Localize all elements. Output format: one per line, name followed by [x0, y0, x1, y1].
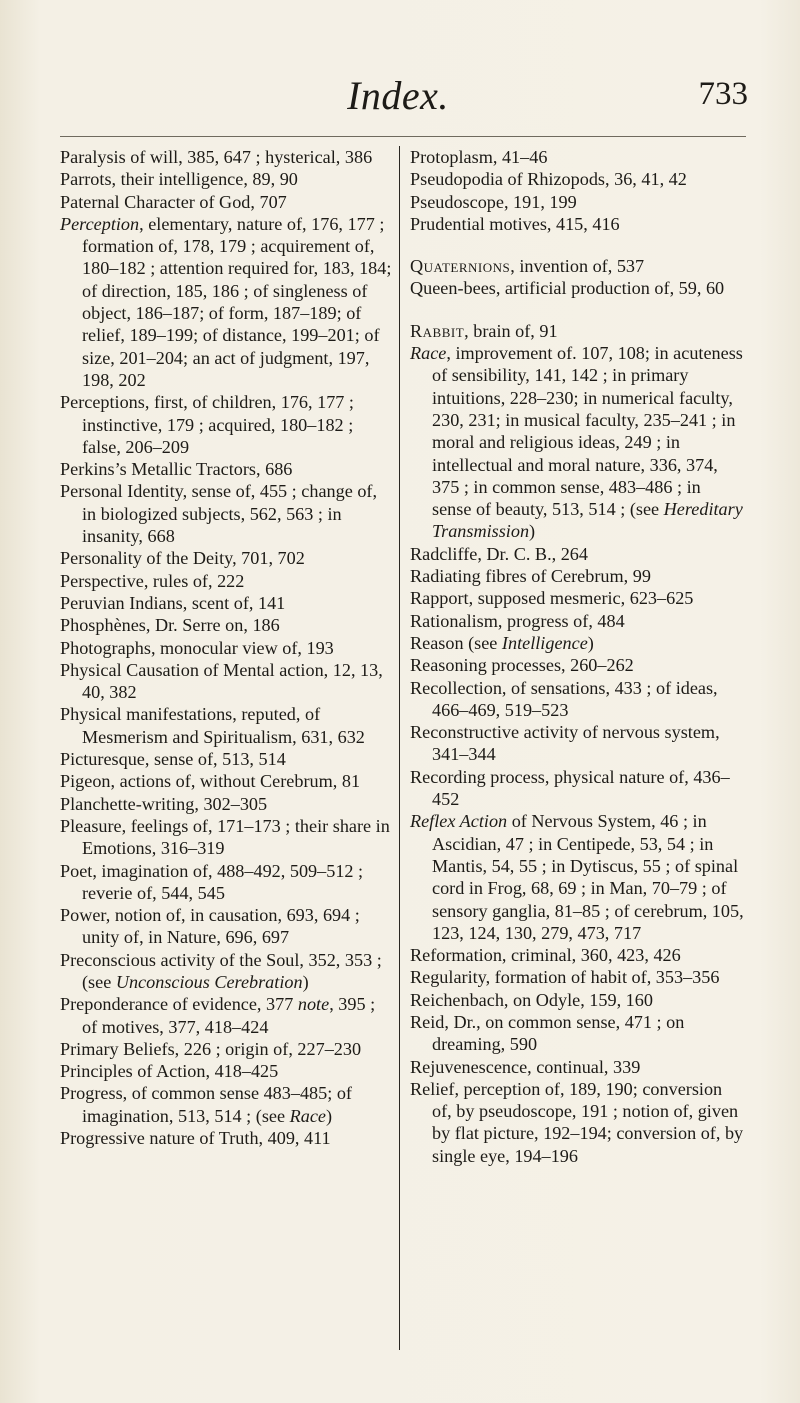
index-entry-text: Pseudopodia of Rhizopods, 36, 41, 42	[410, 169, 687, 190]
index-entry	[410, 944, 744, 966]
index-entry-text: Personal Identity, sense of, 455 ; change of, in biologized subjects, 562, 563 ; in insanity, 668	[60, 481, 378, 547]
index-entry-text: Preponderance of evidence, 377	[60, 994, 298, 1015]
index-entry-text: Progress, of common sense 483–485; of imagination, 513, 514 ; (see	[60, 1083, 352, 1126]
index-entry-text: Perspective, rules of, 222	[60, 570, 245, 591]
index-entry	[60, 391, 394, 458]
index-entry-text: Reid, Dr., on common sense, 471 ; on dreaming, 590	[410, 1011, 685, 1055]
index-entry	[60, 637, 394, 659]
index-entry-text: , 395 ; of motives, 377, 418–424	[82, 994, 376, 1037]
index-entry	[410, 320, 744, 342]
index-entry-text: Photographs, monocular view of, 193	[60, 637, 334, 658]
index-entry	[60, 904, 394, 949]
index-entry-text: , improvement of. 107, 108; in acuteness of sensibility, 141, 142 ; in primary intuitions, 228–230; in numerical faculty, 230, 231; in musical faculty, 235–241 ; in moral and religious ideas, 249 ; in intellectual and moral nature, 336, 374, 375 ; in common sense, 483–486 ; in sense of beauty, 513, 514 ; (see	[432, 343, 743, 520]
index-entry-text: Rejuvenescence, continual, 339	[410, 1056, 641, 1077]
index-entry-text: )	[302, 971, 309, 992]
index-entry-text: Physical Causation of Mental action, 12, 13, 40, 382	[60, 659, 383, 703]
index-entry-text: Perception	[60, 213, 140, 234]
page-title: Index.	[347, 73, 449, 118]
index-entry	[410, 146, 744, 168]
index-entry-text: Reichenbach, on Odyle, 159, 160	[410, 989, 653, 1010]
index-entry-text: Pleasure, feelings of, 171–173 ; their share in Emotions, 316–319	[60, 815, 390, 859]
index-entry	[410, 543, 744, 565]
index-entry	[60, 570, 394, 592]
index-entry	[410, 989, 744, 1011]
index-entry	[60, 213, 394, 391]
index-entry-text: Principles of Action, 418–425	[60, 1061, 279, 1082]
index-entry-text: Rabbit	[410, 320, 465, 341]
index-entry-text: Race	[289, 1105, 326, 1126]
index-entry	[410, 277, 744, 299]
index-entry	[410, 565, 744, 587]
index-entry-text: Race	[410, 343, 447, 364]
index-entry-text: Recording process, physical nature of, 436–452	[410, 766, 730, 810]
index-entry-text: Reflex Action	[410, 811, 508, 832]
index-entry	[410, 213, 744, 235]
index-entry	[60, 480, 394, 547]
index-entry	[60, 793, 394, 815]
index-entry	[410, 610, 744, 632]
index-entry-text: Picturesque, sense of, 513, 514	[60, 749, 286, 770]
index-entry-text: Planchette-writing, 302–305	[60, 793, 268, 814]
index-entry-text: Quaternions	[410, 256, 511, 277]
index-entry	[410, 255, 744, 277]
index-entry	[60, 860, 394, 905]
index-entry-text: Intelligence	[501, 632, 588, 653]
index-entry	[410, 1056, 744, 1078]
index-entry-text: Protoplasm, 41–46	[410, 147, 548, 167]
index-entry-text: , brain of, 91	[464, 320, 558, 341]
index-entry	[60, 458, 394, 480]
index-entry	[60, 1038, 394, 1060]
index-entry	[410, 654, 744, 676]
index-entry-text: Perkins’s Metallic Tractors, 686	[60, 459, 293, 480]
index-entry-text: )	[587, 632, 594, 653]
index-entry-text: of Nervous System, 46 ; in Ascidian, 47 ; in Centipede, 53, 54 ; in Mantis, 54, 55 ; in Dytiscus, 55 ; of spinal cord in Frog, 68, 69 ; in Man, 70–79 ; of sensory ganglia, 81–85 ; of cerebrum, 105, 123, 124, 130, 279, 473, 717	[432, 811, 744, 943]
index-entry	[60, 1082, 394, 1127]
index-entry	[60, 1127, 394, 1149]
index-entry-text: )	[325, 1105, 333, 1126]
index-entry-text: note	[297, 994, 330, 1015]
index-entry	[60, 592, 394, 614]
index-entry-text: Pigeon, actions of, without Cerebrum, 81	[60, 771, 361, 792]
index-entry	[410, 191, 744, 213]
index-entry-text: Relief, perception of, 189, 190; conversion of, by pseudoscope, 191 ; notion of, given by flat picture, 192–194; conversion of, by single eye, 194–196	[410, 1078, 744, 1166]
index-column-left	[60, 146, 394, 1149]
index-entry	[60, 146, 394, 168]
index-entry-text: Reformation, criminal, 360, 423, 426	[410, 945, 681, 966]
index-entry-text: Reasoning processes, 260–262	[410, 655, 634, 676]
index-entry	[60, 993, 394, 1038]
index-entry-text: Personality of the Deity, 701, 702	[60, 548, 305, 569]
index-entry	[60, 748, 394, 770]
index-entry-text: Primary Beliefs, 226 ; origin of, 227–230	[60, 1038, 362, 1059]
index-entry-text: Radiating fibres of Cerebrum, 99	[410, 566, 651, 587]
index-entry-text: Unconscious Cerebration	[115, 971, 303, 992]
page-number: 733	[698, 76, 748, 112]
index-entry	[60, 191, 394, 213]
index-entry-text: Power, notion of, in causation, 693, 694 ; unity of, in Nature, 696, 697	[60, 905, 360, 948]
header-rule	[60, 136, 746, 137]
index-entry-text: Reason (see	[410, 632, 502, 653]
index-entry-text: Preconscious activity of the Soul, 352, 353 ; (see	[60, 949, 382, 992]
index-entry	[410, 168, 744, 190]
index-entry	[60, 1060, 394, 1082]
index-entry	[410, 810, 744, 944]
index-entry	[60, 659, 394, 704]
index-entry-text: Perceptions, first, of children, 176, 177 ; instinctive, 179 ; acquired, 180–182 ; false, 206–209	[60, 392, 354, 457]
index-entry-text: Parrots, their intelligence, 89, 90	[60, 169, 298, 190]
index-entry-text: Hereditary Transmission	[432, 499, 743, 542]
index-entry	[410, 721, 744, 766]
index-entry-text: Reconstructive activity of nervous system, 341–344	[410, 722, 720, 765]
index-entry	[60, 547, 394, 569]
index-entry-text: Prudential motives, 415, 416	[410, 213, 620, 234]
index-entry-text: , invention of, 537	[510, 256, 645, 277]
index-entry-text: Progressive nature of Truth, 409, 411	[60, 1128, 331, 1149]
index-entry-text: Peruvian Indians, scent of, 141	[60, 592, 286, 613]
index-entry-text: Paternal Character of God, 707	[60, 191, 287, 212]
index-entry	[60, 168, 394, 190]
index-entry-text: Rationalism, progress of, 484	[410, 610, 625, 631]
index-entry-text: Regularity, formation of habit of, 353–356	[410, 967, 720, 988]
index-entry-text: Radcliffe, Dr. C. B., 264	[410, 543, 588, 564]
index-entry	[410, 766, 744, 811]
index-entry-text: Queen-bees, artificial production of, 59, 60	[410, 278, 725, 299]
index-entry	[60, 949, 394, 994]
index-entry-text: Poet, imagination of, 488–492, 509–512 ; reverie of, 544, 545	[60, 860, 364, 903]
index-entry-text: )	[529, 521, 536, 542]
index-entry	[410, 1078, 744, 1167]
index-entry	[410, 632, 744, 654]
index-entry-text: Physical manifestations, reputed, of Mesmerism and Spiritualism, 631, 632	[60, 704, 365, 747]
index-entry-text: Phosphènes, Dr. Serre on, 186	[60, 615, 280, 636]
index-column-right	[410, 146, 744, 1167]
index-entry	[410, 342, 744, 543]
index-entry	[60, 770, 394, 792]
index-entry	[410, 587, 744, 609]
index-entry	[60, 815, 394, 860]
index-entry-text: Paralysis of will, 385, 647 ; hysterical, 386	[60, 147, 373, 167]
index-entry-text: Pseudoscope, 191, 199	[410, 191, 577, 212]
index-entry	[60, 703, 394, 748]
page-header	[48, 72, 748, 132]
index-entry	[410, 1011, 744, 1056]
index-entry	[60, 614, 394, 636]
index-entry-text: Rapport, supposed mesmeric, 623–625	[410, 588, 694, 609]
index-entry-text: , elementary, nature of, 176, 177 ; formation of, 178, 179 ; acquirement of, 180–182 ; attention required for, 183, 184; of direction, 185, 186 ; of singleness of object, 186–187; of form, 187–189; of relief, 189–199; of distance, 199–201; of size, 201–204; an act of judgment, 197, 198, 202	[82, 213, 392, 390]
index-entry	[410, 966, 744, 988]
index-entry	[410, 677, 744, 722]
index-entry-text: Recollection, of sensations, 433 ; of ideas, 466–469, 519–523	[410, 677, 718, 720]
column-divider	[399, 146, 400, 1350]
